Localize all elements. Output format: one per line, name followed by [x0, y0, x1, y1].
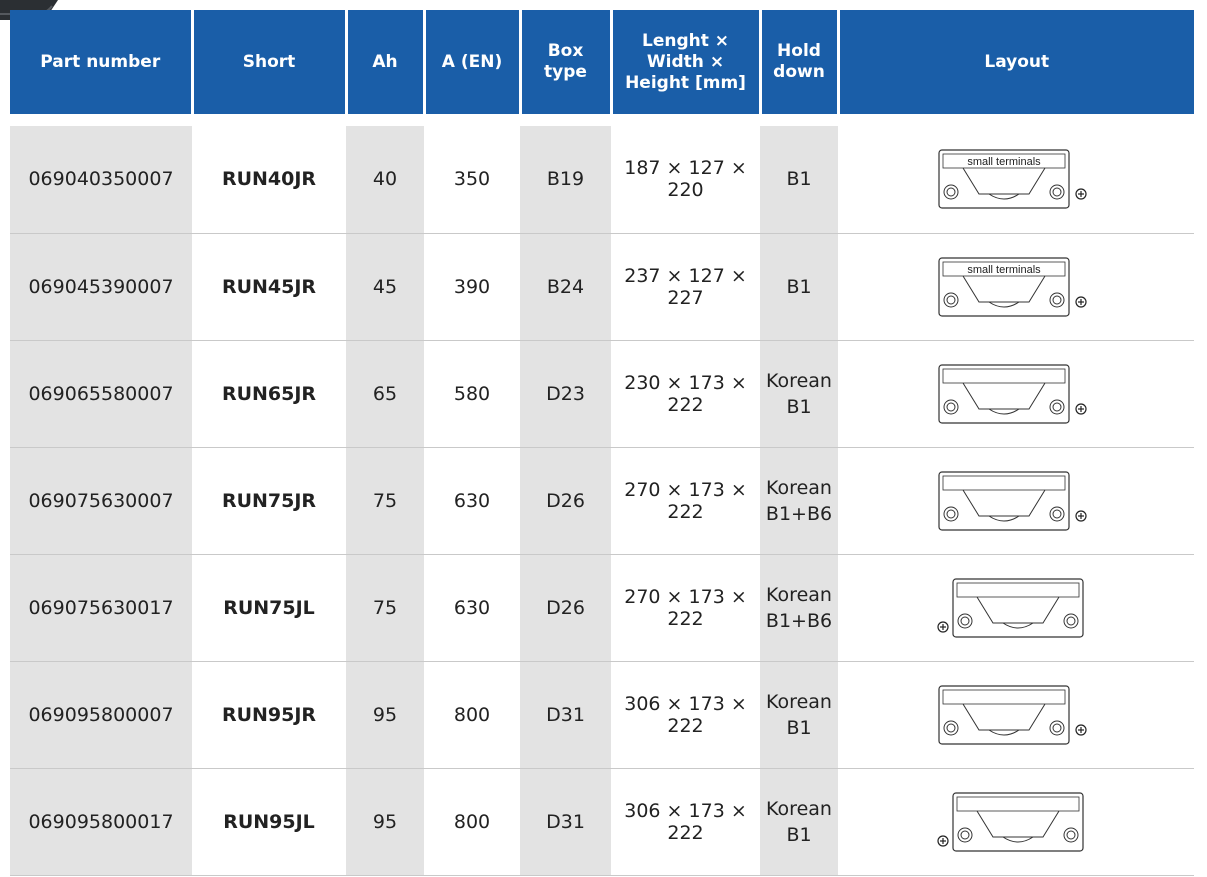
hold-down-line-1: B1	[786, 275, 812, 298]
cell-box-type: D26	[520, 554, 611, 661]
cell-hold-down	[760, 554, 838, 661]
cell-part-number: 069075630017	[10, 554, 192, 661]
header-ah: Ah	[346, 10, 424, 114]
hold-down-line-2: B1+B6	[765, 609, 833, 632]
cell-layout	[838, 126, 1194, 233]
table-row	[10, 233, 1194, 340]
cell-part-number: 069075630007	[10, 447, 192, 554]
cell-box-type: D23	[520, 340, 611, 447]
cell-hold-down	[760, 126, 838, 233]
cell-layout	[838, 233, 1194, 340]
cell-ah: 95	[346, 661, 424, 768]
cell-short: RUN65JR	[192, 340, 346, 447]
battery-layout-left-icon	[931, 787, 1101, 857]
cell-layout	[838, 661, 1194, 768]
cell-part-number: 069065580007	[10, 340, 192, 447]
cell-box-type: B19	[520, 126, 611, 233]
header-hold-down: Hold down	[760, 10, 838, 114]
cell-dimensions: 306 × 173 × 222	[611, 768, 760, 875]
header-layout: Layout	[838, 10, 1194, 114]
cell-short: RUN75JL	[192, 554, 346, 661]
cell-hold-down	[760, 661, 838, 768]
cell-part-number: 069045390007	[10, 233, 192, 340]
header-part-number: Part number	[10, 10, 192, 114]
layout-label: small terminals	[967, 263, 1041, 276]
cell-dimensions: 237 × 127 × 227	[611, 233, 760, 340]
hold-down-line-1: Korean	[766, 583, 832, 606]
battery-layout-small-terminals-right-icon	[931, 144, 1101, 214]
table-row	[10, 340, 1194, 447]
hold-down-line-1: Korean	[766, 476, 832, 499]
cell-short: RUN75JR	[192, 447, 346, 554]
table-row	[10, 661, 1194, 768]
cell-a-en: 800	[424, 768, 520, 875]
cell-a-en: 390	[424, 233, 520, 340]
cell-short: RUN95JL	[192, 768, 346, 875]
cell-ah: 45	[346, 233, 424, 340]
hold-down-line-2: B1+B6	[765, 502, 833, 525]
layout-label: small terminals	[967, 156, 1041, 169]
cell-dimensions: 270 × 173 × 222	[611, 554, 760, 661]
cell-box-type: D26	[520, 447, 611, 554]
hold-down-line-1: Korean	[766, 690, 832, 713]
cell-part-number: 069095800007	[10, 661, 192, 768]
cell-hold-down	[760, 340, 838, 447]
cell-box-type: D31	[520, 661, 611, 768]
cell-layout	[838, 340, 1194, 447]
table-row	[10, 447, 1194, 554]
header-box-type: Box type	[520, 10, 611, 114]
cell-dimensions: 187 × 127 × 220	[611, 126, 760, 233]
cell-ah: 75	[346, 447, 424, 554]
cell-short: RUN40JR	[192, 126, 346, 233]
hold-down-line-1: Korean	[766, 797, 832, 820]
cell-hold-down	[760, 768, 838, 875]
hold-down-line-1: Korean	[766, 369, 832, 392]
table-row	[10, 554, 1194, 661]
cell-dimensions: 230 × 173 × 222	[611, 340, 760, 447]
cell-layout	[838, 768, 1194, 875]
battery-layout-right-icon	[931, 359, 1101, 429]
cell-box-type: D31	[520, 768, 611, 875]
header-dimensions: Lenght × Width × Height [mm]	[611, 10, 760, 114]
cell-a-en: 350	[424, 126, 520, 233]
cell-box-type: B24	[520, 233, 611, 340]
battery-layout-right-icon	[931, 466, 1101, 536]
cell-ah: 65	[346, 340, 424, 447]
cell-a-en: 800	[424, 661, 520, 768]
cell-layout	[838, 554, 1194, 661]
table-row	[10, 768, 1194, 875]
cell-part-number: 069095800017	[10, 768, 192, 875]
cell-hold-down	[760, 447, 838, 554]
cell-ah: 95	[346, 768, 424, 875]
cell-hold-down	[760, 233, 838, 340]
cell-dimensions: 270 × 173 × 222	[611, 447, 760, 554]
battery-layout-left-icon	[931, 573, 1101, 643]
cell-layout	[838, 447, 1194, 554]
header-a-en: A (EN)	[424, 10, 520, 114]
cell-short: RUN95JR	[192, 661, 346, 768]
cell-ah: 75	[346, 554, 424, 661]
header-short: Short	[192, 10, 346, 114]
hold-down-line-1: B1	[786, 168, 812, 191]
cell-a-en: 580	[424, 340, 520, 447]
table-header-row	[10, 10, 1194, 114]
cell-a-en: 630	[424, 447, 520, 554]
battery-spec-table	[10, 10, 1194, 876]
cell-dimensions: 306 × 173 × 222	[611, 661, 760, 768]
battery-layout-small-terminals-right-icon	[931, 252, 1101, 322]
cell-a-en: 630	[424, 554, 520, 661]
table-row	[10, 126, 1194, 233]
cell-part-number: 069040350007	[10, 126, 192, 233]
hold-down-line-2: B1	[786, 716, 812, 739]
hold-down-line-2: B1	[786, 395, 812, 418]
cell-ah: 40	[346, 126, 424, 233]
battery-layout-right-icon	[931, 680, 1101, 750]
hold-down-line-2: B1	[786, 823, 812, 846]
cell-short: RUN45JR	[192, 233, 346, 340]
